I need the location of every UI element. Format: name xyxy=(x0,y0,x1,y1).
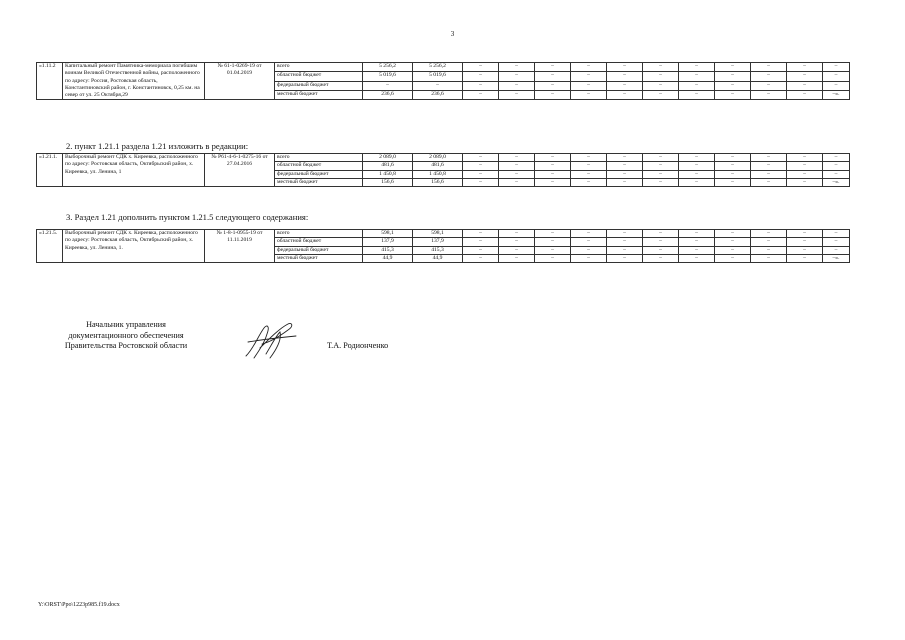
amount-cell: 598,1 xyxy=(413,230,463,238)
year-amount-cell: – xyxy=(607,230,643,238)
amount-cell: 156,6 xyxy=(413,178,463,186)
year-amount-cell: – xyxy=(787,63,823,72)
year-amount-cell: – xyxy=(751,246,787,254)
funding-source: всего xyxy=(275,63,363,72)
year-amount-cell: – xyxy=(607,254,643,262)
year-amount-cell: – xyxy=(787,246,823,254)
row-code: «1.21.5. xyxy=(37,230,63,263)
year-amount-cell: – xyxy=(787,154,823,162)
year-amount-cell: – xyxy=(715,238,751,246)
year-amount-cell: – xyxy=(607,154,643,162)
year-amount-cell: – xyxy=(535,91,571,100)
year-amount-cell: – xyxy=(571,81,607,90)
year-amount-cell: – xyxy=(463,238,499,246)
year-amount-cell: – xyxy=(679,72,715,81)
year-amount-cell: – xyxy=(571,238,607,246)
year-amount-cell: – xyxy=(679,238,715,246)
year-amount-cell: – xyxy=(463,154,499,162)
year-amount-cell: – xyxy=(499,178,535,186)
object-description: Выборочный ремонт СДК х. Киреевка, расположенного по адресу: Ростовская область, Октябрьский район, х. Киреевка, ул. Ленина, 1. xyxy=(63,230,205,263)
year-amount-cell: – xyxy=(571,72,607,81)
year-amount-cell: – xyxy=(499,154,535,162)
year-amount-cell: – xyxy=(499,91,535,100)
year-amount-cell: – xyxy=(499,81,535,90)
year-amount-cell: – xyxy=(607,81,643,90)
footer-file-path: Y:\ORST\Ppo\1223p985.f19.docx xyxy=(38,602,120,608)
year-amount-cell: – xyxy=(463,63,499,72)
year-amount-cell: – xyxy=(571,254,607,262)
document-reference: № Р61-4-6-1-0275-16 от 27.04.2016 xyxy=(205,154,275,187)
document-reference: № 1-8-1-0955-19 от 11.11.2019 xyxy=(205,230,275,263)
amount-cell: 5 256,2 xyxy=(363,63,413,72)
year-amount-cell: – xyxy=(751,154,787,162)
amount-cell: 1 450,8 xyxy=(413,170,463,178)
year-amount-cell: – xyxy=(535,162,571,170)
year-amount-cell: – xyxy=(787,230,823,238)
year-amount-cell: – xyxy=(715,63,751,72)
year-amount-cell: – xyxy=(823,170,850,178)
year-amount-cell: – xyxy=(607,170,643,178)
amount-cell: 5 019,6 xyxy=(363,72,413,81)
year-amount-cell: – xyxy=(751,81,787,90)
year-amount-cell: – xyxy=(751,230,787,238)
year-amount-cell: – xyxy=(643,72,679,81)
amount-cell: 236,6 xyxy=(413,91,463,100)
year-amount-cell: – xyxy=(751,254,787,262)
year-amount-cell: – xyxy=(787,81,823,90)
year-amount-cell: – xyxy=(571,154,607,162)
year-amount-cell: – xyxy=(751,178,787,186)
amount-cell: 415,3 xyxy=(413,246,463,254)
year-amount-cell: – xyxy=(643,178,679,186)
year-amount-cell: – xyxy=(643,170,679,178)
year-amount-cell: – xyxy=(823,162,850,170)
funding-source: федеральный бюджет xyxy=(275,81,363,90)
year-amount-cell: – xyxy=(679,230,715,238)
year-amount-cell: – xyxy=(643,154,679,162)
year-amount-cell: – xyxy=(643,246,679,254)
signatory-name: Т.А. Родионченко xyxy=(327,341,389,350)
amount-cell: 2 089,0 xyxy=(363,154,413,162)
year-amount-cell: – xyxy=(571,63,607,72)
year-amount-cell: – xyxy=(499,162,535,170)
row-code: «1.21.1. xyxy=(37,154,63,187)
table-section-3 xyxy=(36,229,850,263)
amount-cell: 137,9 xyxy=(363,238,413,246)
year-amount-cell: – xyxy=(823,63,850,72)
year-amount-cell: – xyxy=(643,254,679,262)
amount-cell: 44,9 xyxy=(363,254,413,262)
amount-cell: 156,6 xyxy=(363,178,413,186)
year-amount-cell: – xyxy=(751,162,787,170)
year-amount-cell: – xyxy=(535,178,571,186)
year-amount-cell: – xyxy=(787,254,823,262)
year-amount-cell: – xyxy=(571,162,607,170)
year-amount-cell: – xyxy=(715,230,751,238)
year-amount-cell: – xyxy=(715,81,751,90)
year-amount-cell: – xyxy=(751,72,787,81)
table-row xyxy=(37,230,850,238)
amount-cell: 44,9 xyxy=(413,254,463,262)
funding-source: всего xyxy=(275,230,363,238)
document-reference: № 61-1-0269-19 от 01.04.2019 xyxy=(205,63,275,100)
amount-cell: 137,9 xyxy=(413,238,463,246)
year-amount-cell: – xyxy=(463,178,499,186)
year-amount-cell: – xyxy=(535,230,571,238)
funding-source: областной бюджет xyxy=(275,238,363,246)
page-number: 3 xyxy=(450,30,455,38)
year-amount-cell: – xyxy=(535,63,571,72)
object-description: Выборочный ремонт СДК х. Киреевка, расположенного по адресу: Ростовская область, Октябрьский район, х. Киреевка, ул. Ленина, 1 xyxy=(63,154,205,187)
year-amount-cell: – xyxy=(787,170,823,178)
year-amount-cell: – xyxy=(463,254,499,262)
amount-cell: 415,3 xyxy=(363,246,413,254)
year-amount-cell: – xyxy=(499,72,535,81)
year-amount-cell: – xyxy=(499,246,535,254)
year-amount-cell: – xyxy=(643,81,679,90)
year-amount-cell: – xyxy=(607,246,643,254)
year-amount-cell: – xyxy=(787,162,823,170)
year-amount-cell: – xyxy=(679,178,715,186)
year-amount-cell: – xyxy=(463,72,499,81)
year-amount-cell: – xyxy=(571,230,607,238)
year-amount-cell: – xyxy=(463,230,499,238)
year-amount-cell: – xyxy=(571,246,607,254)
year-amount-cell: – xyxy=(715,154,751,162)
year-amount-cell: – xyxy=(463,81,499,90)
year-amount-cell: – xyxy=(715,254,751,262)
signature-line-3: Правительства Ростовской области xyxy=(64,341,188,351)
year-amount-cell: – xyxy=(823,230,850,238)
funding-source: местный бюджет xyxy=(275,178,363,186)
signature-title xyxy=(40,320,212,352)
year-amount-cell: – xyxy=(751,170,787,178)
table-row xyxy=(37,63,850,72)
year-amount-cell: – xyxy=(751,238,787,246)
funding-source: федеральный бюджет xyxy=(275,170,363,178)
heading-2: 2. пункт 1.21.1 раздела 1.21 изложить в редакции: xyxy=(66,141,249,151)
year-amount-cell: – xyxy=(787,178,823,186)
amount-cell: 236,6 xyxy=(363,91,413,100)
year-amount-cell: –». xyxy=(823,254,850,262)
funding-source: всего xyxy=(275,154,363,162)
funding-source: федеральный бюджет xyxy=(275,246,363,254)
amount-cell: 5 256,2 xyxy=(413,63,463,72)
year-amount-cell: – xyxy=(607,72,643,81)
heading-3: 3. Раздел 1.21 дополнить пунктом 1.21.5 следующего содержания: xyxy=(66,212,309,222)
year-amount-cell: – xyxy=(535,254,571,262)
row-code: «1.11.2 xyxy=(37,63,63,100)
amount-cell: 598,1 xyxy=(363,230,413,238)
year-amount-cell: –». xyxy=(823,178,850,186)
handwritten-signature xyxy=(240,318,300,364)
amount-cell: 1 450,8 xyxy=(363,170,413,178)
amount-cell: 481,6 xyxy=(363,162,413,170)
year-amount-cell: – xyxy=(679,81,715,90)
year-amount-cell: – xyxy=(823,246,850,254)
year-amount-cell: – xyxy=(823,81,850,90)
amount-cell: – xyxy=(413,81,463,90)
year-amount-cell: – xyxy=(499,254,535,262)
year-amount-cell: – xyxy=(499,170,535,178)
year-amount-cell: – xyxy=(535,154,571,162)
year-amount-cell: – xyxy=(571,178,607,186)
year-amount-cell: – xyxy=(463,91,499,100)
year-amount-cell: – xyxy=(715,162,751,170)
year-amount-cell: – xyxy=(751,63,787,72)
year-amount-cell: – xyxy=(823,72,850,81)
year-amount-cell: – xyxy=(607,238,643,246)
year-amount-cell: – xyxy=(463,246,499,254)
year-amount-cell: – xyxy=(679,162,715,170)
year-amount-cell: – xyxy=(499,238,535,246)
year-amount-cell: – xyxy=(679,63,715,72)
year-amount-cell: – xyxy=(679,170,715,178)
amount-cell: 5 019,6 xyxy=(413,72,463,81)
year-amount-cell: – xyxy=(499,230,535,238)
year-amount-cell: – xyxy=(715,178,751,186)
funding-source: местный бюджет xyxy=(275,254,363,262)
year-amount-cell: – xyxy=(643,63,679,72)
year-amount-cell: – xyxy=(823,154,850,162)
amount-cell: 2 089,0 xyxy=(413,154,463,162)
object-description: Капитальный ремонт Памятника-мемориала погибшим воинам Великой Отечественной войны, расположенного по адресу: Россия, Ростовская область, Константиновский район, г. Константиновск, 0,25 км. на север от ул. 25 Октября,29 xyxy=(63,63,205,100)
funding-source: областной бюджет xyxy=(275,162,363,170)
funding-source: областной бюджет xyxy=(275,72,363,81)
year-amount-cell: – xyxy=(715,72,751,81)
year-amount-cell: – xyxy=(607,91,643,100)
year-amount-cell: – xyxy=(535,246,571,254)
year-amount-cell: – xyxy=(679,91,715,100)
year-amount-cell: – xyxy=(751,91,787,100)
year-amount-cell: – xyxy=(607,63,643,72)
year-amount-cell: – xyxy=(679,154,715,162)
year-amount-cell: – xyxy=(787,72,823,81)
year-amount-cell: – xyxy=(643,162,679,170)
year-amount-cell: – xyxy=(463,162,499,170)
year-amount-cell: – xyxy=(643,238,679,246)
table-section-1 xyxy=(36,62,850,100)
year-amount-cell: – xyxy=(715,246,751,254)
year-amount-cell: – xyxy=(499,63,535,72)
amount-cell: 481,6 xyxy=(413,162,463,170)
year-amount-cell: – xyxy=(535,238,571,246)
year-amount-cell: – xyxy=(787,91,823,100)
amount-cell: – xyxy=(363,81,413,90)
year-amount-cell: – xyxy=(679,246,715,254)
year-amount-cell: – xyxy=(643,91,679,100)
year-amount-cell: – xyxy=(535,72,571,81)
year-amount-cell: – xyxy=(679,254,715,262)
table-section-2 xyxy=(36,153,850,187)
signature-line-2: документационного обеспечения xyxy=(68,330,184,340)
year-amount-cell: – xyxy=(823,238,850,246)
year-amount-cell: – xyxy=(535,170,571,178)
year-amount-cell: – xyxy=(787,238,823,246)
year-amount-cell: – xyxy=(571,91,607,100)
year-amount-cell: – xyxy=(463,170,499,178)
year-amount-cell: – xyxy=(535,81,571,90)
year-amount-cell: – xyxy=(607,162,643,170)
year-amount-cell: –». xyxy=(823,91,850,100)
table-row xyxy=(37,154,850,162)
signature-line-1: Начальник управления xyxy=(86,320,166,329)
year-amount-cell: – xyxy=(607,178,643,186)
year-amount-cell: – xyxy=(715,170,751,178)
year-amount-cell: – xyxy=(715,91,751,100)
year-amount-cell: – xyxy=(643,230,679,238)
year-amount-cell: – xyxy=(571,170,607,178)
funding-source: местный бюджет xyxy=(275,91,363,100)
